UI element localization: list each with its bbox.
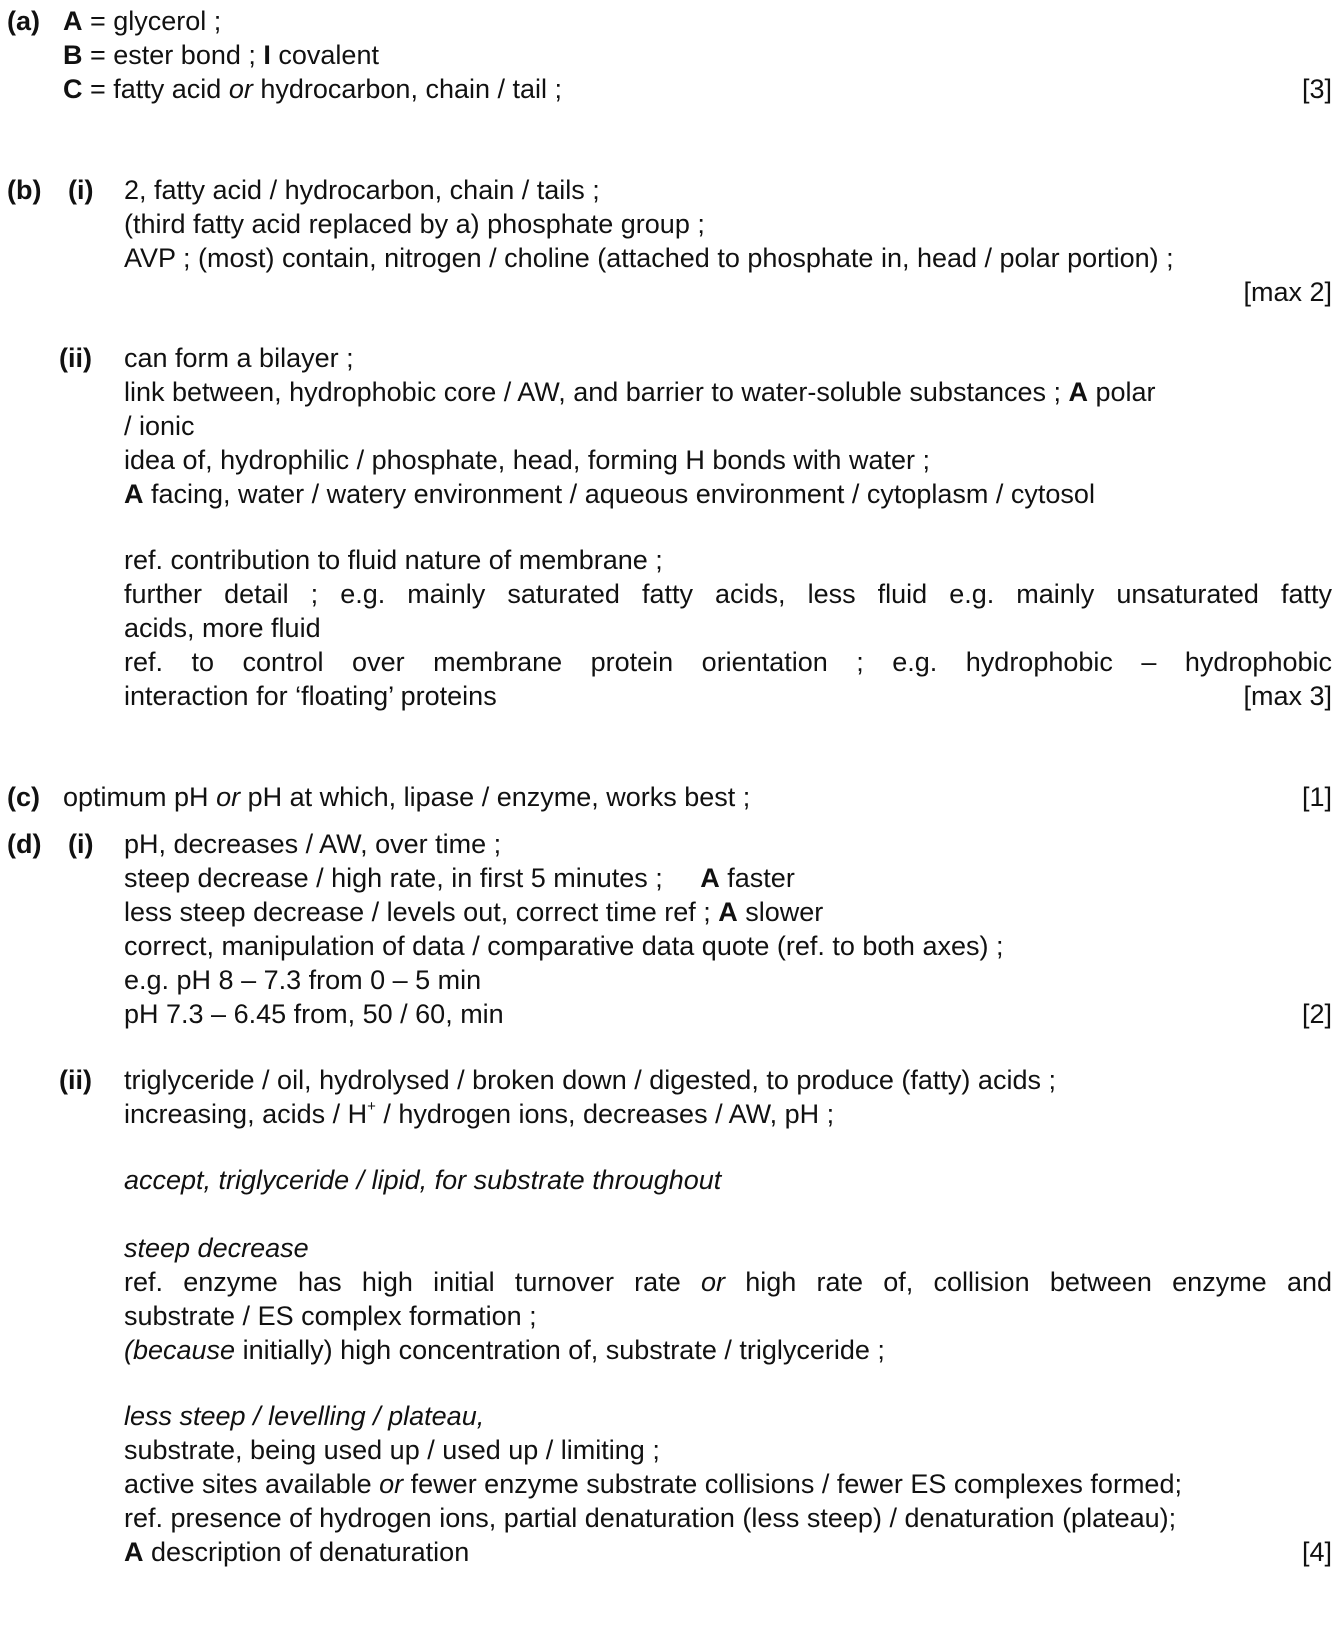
part-b-i-label: (i) xyxy=(68,175,94,205)
part-b-ii-line-2: link between, hydrophobic core / AW, and barrier to water-soluble substances ; A polar xyxy=(124,377,1156,407)
part-b-ii-line-10: interaction for ‘floating’ proteins xyxy=(124,681,497,711)
part-d-i-line-3: less steep decrease / levels out, correct time ref ; A slower xyxy=(124,897,824,927)
part-d-ii-line-11: ref. presence of hydrogen ions, partial denaturation (less steep) / denaturation (plateau); xyxy=(124,1503,1177,1533)
part-b-ii-line-3: / ionic xyxy=(124,411,195,441)
part-c-marks: [1] xyxy=(1301,782,1332,812)
part-b-ii-line-9: ref. to control over membrane protein orientation ; e.g. hydrophobic – hydrophobic xyxy=(124,647,1332,677)
part-b-ii-line-1: can form a bilayer ; xyxy=(124,343,354,373)
part-d-i-line-2: steep decrease / high rate, in first 5 minutes ; A faster xyxy=(124,863,795,893)
part-b-ii-label: (ii) xyxy=(59,343,92,373)
part-d-ii-line-8: less steep / levelling / plateau, xyxy=(124,1401,485,1431)
part-d-ii-marks: [4] xyxy=(1301,1537,1332,1567)
part-a-label: (a) xyxy=(7,6,40,36)
part-d-ii-line-9: substrate, being used up / used up / limiting ; xyxy=(124,1435,660,1465)
part-d-ii-line-7: (because initially) high concentration of, substrate / triglyceride ; xyxy=(124,1335,885,1365)
part-b-ii-line-4: idea of, hydrophilic / phosphate, head, forming H bonds with water ; xyxy=(124,445,930,475)
part-a-marks: [3] xyxy=(1301,74,1332,104)
part-b-i-line-2: (third fatty acid replaced by a) phosphate group ; xyxy=(124,209,705,239)
part-d-ii-line-12: A description of denaturation xyxy=(124,1537,470,1567)
part-b-ii-line-8: acids, more fluid xyxy=(124,613,321,643)
part-b-i-marks: [max 2] xyxy=(1243,277,1332,307)
part-d-ii-line-10: active sites available or fewer enzyme substrate collisions / fewer ES complexes formed; xyxy=(124,1469,1182,1499)
part-d-ii-line-3: accept, triglyceride / lipid, for substrate throughout xyxy=(124,1165,722,1195)
part-d-ii-line-6: substrate / ES complex formation ; xyxy=(124,1301,537,1331)
part-d-ii-line-4: steep decrease xyxy=(124,1233,309,1263)
part-d-i-line-6: pH 7.3 – 6.45 from, 50 / 60, min xyxy=(124,999,504,1029)
part-d-i-line-5: e.g. pH 8 – 7.3 from 0 – 5 min xyxy=(124,965,482,995)
part-d-ii-label: (ii) xyxy=(59,1065,92,1095)
part-b-i-line-1: 2, fatty acid / hydrocarbon, chain / tails ; xyxy=(124,175,600,205)
part-d-label: (d) xyxy=(7,829,42,859)
part-c-line: optimum pH or pH at which, lipase / enzyme, works best ; xyxy=(63,782,751,812)
part-a-line-C: C = fatty acid or hydrocarbon, chain / tail ; xyxy=(63,74,563,104)
part-a-line-A: A = glycerol ; xyxy=(63,6,222,36)
part-a-line-B: B = ester bond ; I covalent xyxy=(63,40,379,70)
part-d-ii-line-5: ref. enzyme has high initial turnover rate or high rate of, collision between enzyme and xyxy=(124,1267,1332,1297)
part-d-ii-line-1: triglyceride / oil, hydrolysed / broken down / digested, to produce (fatty) acids ; xyxy=(124,1065,1056,1095)
part-b-i-line-3: AVP ; (most) contain, nitrogen / choline (attached to phosphate in, head / polar portion) ; xyxy=(124,243,1174,273)
part-b-ii-marks: [max 3] xyxy=(1243,681,1332,711)
part-d-ii-line-2: increasing, acids / H+ / hydrogen ions, decreases / AW, pH ; xyxy=(124,1098,835,1129)
part-d-i-line-4: correct, manipulation of data / comparative data quote (ref. to both axes) ; xyxy=(124,931,1004,961)
part-b-ii-line-7: further detail ; e.g. mainly saturated fatty acids, less fluid e.g. mainly unsaturated fatty xyxy=(124,579,1332,609)
part-b-ii-line-6: ref. contribution to fluid nature of membrane ; xyxy=(124,545,663,575)
part-d-i-label: (i) xyxy=(68,829,94,859)
part-d-i-marks: [2] xyxy=(1301,999,1332,1029)
part-c-label: (c) xyxy=(7,782,40,812)
part-b-ii-line-5: A facing, water / watery environment / aqueous environment / cytoplasm / cytosol xyxy=(124,479,1095,509)
part-b-label: (b) xyxy=(7,175,42,205)
part-d-i-line-1: pH, decreases / AW, over time ; xyxy=(124,829,502,859)
